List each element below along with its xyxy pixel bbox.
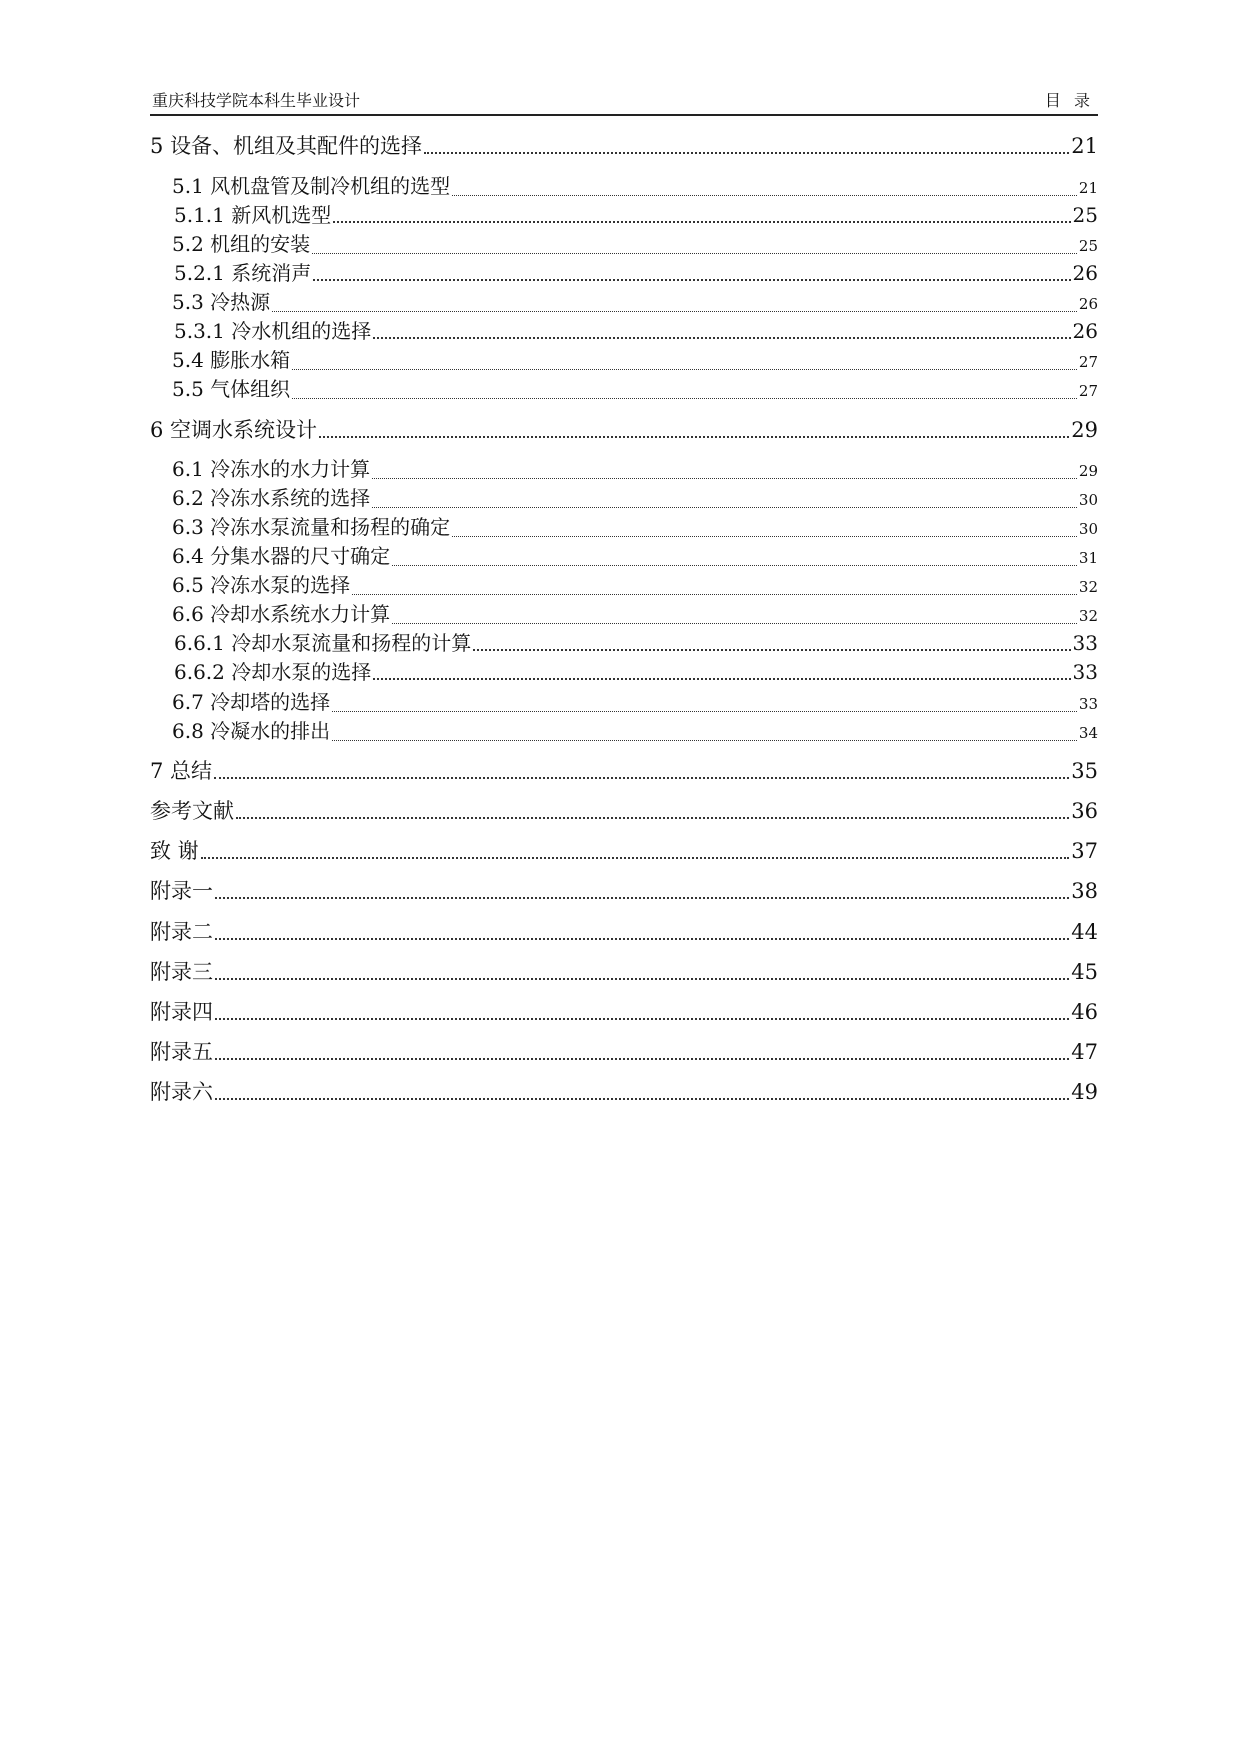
toc-entry-label: 7 总结 bbox=[150, 759, 213, 783]
toc-entry-label: 附录六 bbox=[150, 1080, 213, 1104]
toc-entry-label: 致 谢 bbox=[150, 839, 199, 863]
toc-entry-label: 6.1 冷冻水的水力计算 bbox=[172, 457, 371, 481]
toc-entry-page-number: 37 bbox=[1071, 839, 1098, 863]
toc-entry[interactable] bbox=[150, 511, 1098, 543]
toc-entry-page-number: 26 bbox=[1078, 295, 1098, 313]
toc-dot-leader bbox=[201, 856, 1070, 859]
toc-entry-label: 附录一 bbox=[150, 879, 213, 903]
toc-entry-page-number: 49 bbox=[1071, 1080, 1098, 1104]
toc-entry-label: 5.2 机组的安装 bbox=[172, 232, 311, 256]
toc-dot-leader bbox=[452, 194, 1077, 196]
toc-entry-label: 6.6 冷却水系统水力计算 bbox=[172, 602, 391, 626]
toc-dot-leader bbox=[392, 564, 1077, 566]
toc-dot-leader bbox=[352, 593, 1077, 595]
header-school-title: 重庆科技学院本科生毕业设计 bbox=[152, 91, 361, 110]
toc-entry[interactable] bbox=[150, 996, 1098, 1028]
toc-dot-leader bbox=[272, 310, 1077, 312]
toc-entry-label: 5.1 风机盘管及制冷机组的选型 bbox=[172, 174, 451, 198]
toc-dot-leader bbox=[392, 622, 1077, 624]
toc-entry-label: 附录四 bbox=[150, 1000, 213, 1024]
toc-dot-leader bbox=[373, 677, 1070, 680]
toc-entry[interactable] bbox=[150, 257, 1098, 289]
toc-entry-page-number: 27 bbox=[1078, 382, 1098, 400]
toc-entry-label: 5 设备、机组及其配件的选择 bbox=[150, 134, 423, 158]
toc-dot-leader bbox=[215, 1017, 1069, 1020]
toc-entry[interactable] bbox=[150, 875, 1098, 907]
toc-dot-leader bbox=[292, 368, 1077, 370]
toc-entry[interactable] bbox=[150, 199, 1098, 231]
toc-entry-label: 6.6.1 冷却水泵流量和扬程的计算 bbox=[174, 631, 472, 655]
toc-entry-label: 6.2 冷冻水系统的选择 bbox=[172, 486, 371, 510]
toc-dot-leader bbox=[372, 506, 1077, 508]
toc-entry[interactable] bbox=[150, 569, 1098, 601]
toc-entry[interactable] bbox=[150, 835, 1098, 867]
toc-entry[interactable] bbox=[150, 755, 1098, 787]
toc-entry-label: 5.5 气体组织 bbox=[172, 377, 291, 401]
toc-entry-page-number: 38 bbox=[1071, 879, 1098, 903]
toc-entry[interactable] bbox=[150, 598, 1098, 630]
toc-dot-leader bbox=[215, 937, 1069, 940]
toc-entry[interactable] bbox=[150, 715, 1098, 747]
toc-entry-label: 6.5 冷冻水泵的选择 bbox=[172, 573, 351, 597]
toc-entry[interactable] bbox=[150, 130, 1098, 162]
toc-entry-page-number: 45 bbox=[1071, 960, 1098, 984]
toc-entry-page-number: 25 bbox=[1072, 203, 1098, 227]
toc-entry-label: 6 空调水系统设计 bbox=[150, 418, 318, 442]
toc-entry[interactable] bbox=[150, 315, 1098, 347]
toc-entry-page-number: 35 bbox=[1071, 759, 1098, 783]
toc-entry-label: 5.2.1 系统消声 bbox=[174, 261, 312, 285]
toc-entry-page-number: 29 bbox=[1078, 462, 1098, 480]
toc-dot-leader bbox=[372, 477, 1077, 479]
toc-entry-label: 6.3 冷冻水泵流量和扬程的确定 bbox=[172, 515, 451, 539]
toc-dot-leader bbox=[312, 252, 1077, 254]
toc-entry[interactable] bbox=[150, 453, 1098, 485]
toc-entry-page-number: 29 bbox=[1071, 418, 1098, 442]
toc-entry-page-number: 33 bbox=[1072, 631, 1098, 655]
toc-dot-leader bbox=[292, 397, 1077, 399]
toc-entry[interactable] bbox=[150, 916, 1098, 948]
toc-dot-leader bbox=[215, 1097, 1069, 1100]
toc-entry[interactable] bbox=[150, 956, 1098, 988]
toc-entry-page-number: 30 bbox=[1078, 491, 1098, 509]
toc-entry-page-number: 27 bbox=[1078, 353, 1098, 371]
toc-dot-leader bbox=[215, 896, 1069, 899]
toc-entry-page-number: 31 bbox=[1078, 549, 1098, 567]
toc-entry[interactable] bbox=[150, 344, 1098, 376]
toc-entry-page-number: 33 bbox=[1072, 660, 1098, 684]
toc-dot-leader bbox=[333, 220, 1070, 223]
toc-entry-label: 参考文献 bbox=[150, 799, 234, 823]
toc-entry[interactable] bbox=[150, 1076, 1098, 1108]
toc-entry-label: 6.4 分集水器的尺寸确定 bbox=[172, 544, 391, 568]
toc-dot-leader bbox=[473, 648, 1070, 651]
toc-entry-label: 5.3 冷热源 bbox=[172, 290, 271, 314]
toc-entry-page-number: 32 bbox=[1078, 578, 1098, 596]
toc-entry[interactable] bbox=[150, 795, 1098, 827]
toc-entry[interactable] bbox=[150, 482, 1098, 514]
toc-dot-leader bbox=[373, 336, 1070, 339]
toc-dot-leader bbox=[452, 535, 1077, 537]
toc-entry-label: 6.7 冷却塔的选择 bbox=[172, 690, 331, 714]
toc-dot-leader bbox=[214, 776, 1069, 779]
toc-entry-page-number: 46 bbox=[1071, 1000, 1098, 1024]
toc-entry-page-number: 44 bbox=[1071, 920, 1098, 944]
toc-entry-page-number: 25 bbox=[1078, 237, 1098, 255]
toc-entry-label: 5.3.1 冷水机组的选择 bbox=[174, 319, 372, 343]
toc-entry-label: 6.8 冷凝水的排出 bbox=[172, 719, 331, 743]
toc-entry-label: 附录五 bbox=[150, 1040, 213, 1064]
toc-entry-page-number: 26 bbox=[1072, 261, 1098, 285]
toc-entry-page-number: 47 bbox=[1071, 1040, 1098, 1064]
toc-entry[interactable] bbox=[150, 627, 1098, 659]
toc-entry[interactable] bbox=[150, 656, 1098, 688]
toc-entry-page-number: 21 bbox=[1078, 179, 1098, 197]
toc-entry[interactable] bbox=[150, 286, 1098, 318]
header-section-title: 目 录 bbox=[1044, 91, 1094, 110]
toc-dot-leader bbox=[319, 435, 1069, 438]
toc-entry[interactable] bbox=[150, 373, 1098, 405]
toc-entry-label: 5.4 膨胀水箱 bbox=[172, 348, 291, 372]
toc-entry[interactable] bbox=[150, 540, 1098, 572]
toc-dot-leader bbox=[215, 977, 1069, 980]
toc-entry[interactable] bbox=[150, 228, 1098, 260]
toc-dot-leader bbox=[424, 151, 1069, 154]
toc-dot-leader bbox=[332, 739, 1077, 741]
toc-entry[interactable] bbox=[150, 1036, 1098, 1068]
toc-dot-leader bbox=[313, 278, 1070, 281]
toc-entry-page-number: 33 bbox=[1078, 695, 1098, 713]
toc-dot-leader bbox=[236, 816, 1069, 819]
toc-entry-label: 5.1.1 新风机选型 bbox=[174, 203, 332, 227]
toc-entry-page-number: 21 bbox=[1071, 134, 1098, 158]
toc-entry-page-number: 36 bbox=[1071, 799, 1098, 823]
toc-entry-label: 6.6.2 冷却水泵的选择 bbox=[174, 660, 372, 684]
toc-entry[interactable] bbox=[150, 686, 1098, 718]
toc-dot-leader bbox=[215, 1057, 1069, 1060]
page-header bbox=[150, 86, 1098, 116]
toc-entry-page-number: 30 bbox=[1078, 520, 1098, 538]
toc-entry-page-number: 34 bbox=[1078, 724, 1098, 742]
toc-entry-page-number: 32 bbox=[1078, 607, 1098, 625]
toc-entry[interactable] bbox=[150, 170, 1098, 202]
toc-dot-leader bbox=[332, 710, 1077, 712]
toc-entry-label: 附录三 bbox=[150, 960, 213, 984]
toc-entry-label: 附录二 bbox=[150, 920, 213, 944]
toc-entry[interactable] bbox=[150, 414, 1098, 446]
toc-entry-page-number: 26 bbox=[1072, 319, 1098, 343]
